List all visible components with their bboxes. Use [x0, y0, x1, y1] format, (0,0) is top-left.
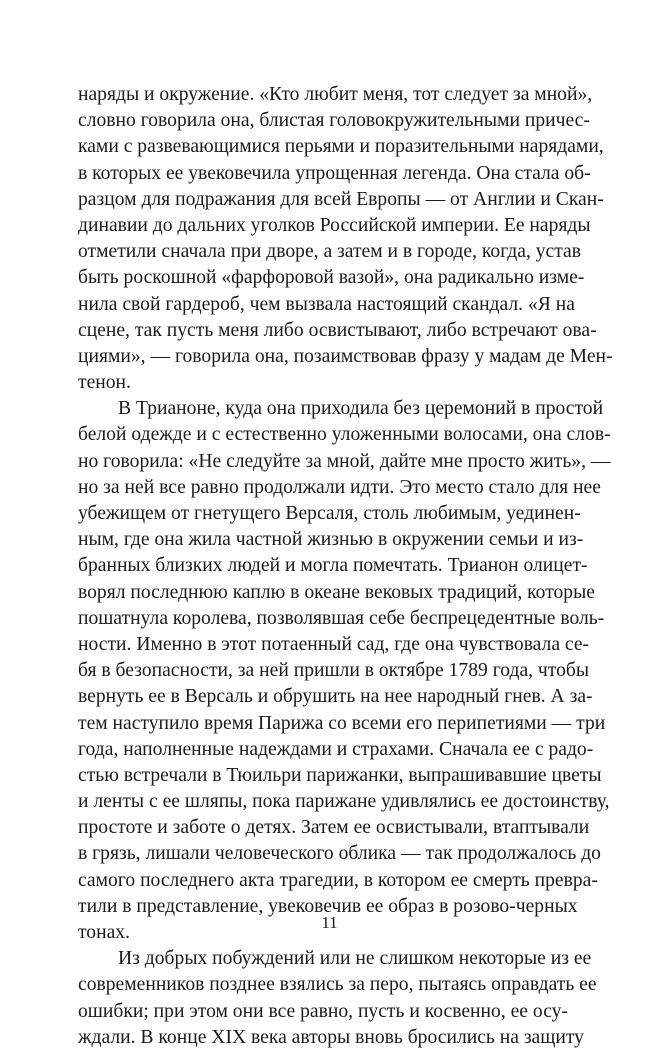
- paragraph: [78, 946, 597, 1051]
- text-line: В Трианоне, куда она приходила без церемоний в простой: [118, 398, 604, 420]
- text-line: убежищем от гнетущего Версаля, столь любимым, уединен-: [78, 503, 581, 524]
- text-line: бранных близких людей и могла помечтать. Трианон олицет-: [78, 555, 588, 577]
- text-line: года, наполненные надеждами и страхами. Сначала ее с радо-: [78, 738, 594, 760]
- text-line: стью встречали в Тюильри парижанки, выпрашивавшие цветы: [78, 764, 602, 786]
- paragraph: [78, 396, 611, 946]
- text-line: вернуть ее в Версаль и обрушить на нее народный гнев. А за-: [78, 686, 593, 708]
- text-line: белой одежде и с естественно уложенными волосами, она слов-: [78, 424, 611, 446]
- text-line: пошатнула королева, позволявшая себе беспрецедентные воль-: [78, 607, 605, 629]
- text-line: ждали. В конце XIX века авторы вновь бросились на защиту: [78, 1026, 584, 1048]
- text-line: ным, где она жила частной жизнью в окружении семьи и из-: [78, 529, 584, 551]
- text-line: нила свой гардероб, чем вызвала настоящий скандал. «Я на: [78, 293, 575, 315]
- text-line: Из добрых побуждений или не слишком некоторые из ее: [118, 948, 592, 970]
- text-line: ворял последнюю каплю в океане вековых традиций, которые: [78, 581, 595, 603]
- text-line: словно говорила она, блистая головокружительными причес-: [78, 110, 590, 132]
- text-line: быть роскошной «фарфоровой вазой», она радикально изме-: [78, 267, 585, 289]
- text-line: в которых ее увековечила упрощенная легенда. Она стала об-: [78, 162, 591, 184]
- text-line: простоте и заботе о детях. Затем ее освистывали, втаптывали: [78, 817, 590, 839]
- text-line: тонах.: [78, 922, 130, 943]
- text-line: но говорила: «Не следуйте за мной, дайте мне просто жить», —: [78, 450, 611, 472]
- text-line: ошибки; при этом они все равно, пусть и косвенно, ее осу-: [78, 1000, 568, 1022]
- text-line: разцом для подражания для всей Европы — от Англии и Скан-: [78, 188, 604, 210]
- text-line: ками с развевающимися перьями и поразительными нарядами,: [78, 136, 604, 158]
- text-line: бя в безопасности, за ней пришли в октябре 1789 года, чтобы: [78, 660, 590, 682]
- text-line: самого последнего акта трагедии, в котором ее смерть превра-: [78, 869, 598, 891]
- text-line: в грязь, лишали человеческого облика — так продолжалось до: [78, 843, 601, 865]
- text-line: циями», — говорила она, позаимствовав фразу у мадам де Мен-: [78, 345, 613, 367]
- paragraph: [78, 82, 613, 396]
- text-line: сцене, так пусть меня либо освистывают, либо встречают ова-: [78, 319, 597, 341]
- text-line: наряды и окружение. «Кто любит меня, тот следует за мной»,: [78, 84, 593, 105]
- text-line: и ленты с ее шляпы, пока парижане удивлялись ее достоинству,: [78, 791, 610, 813]
- text-line: динавии до дальних уголков Российской империи. Ее наряды: [78, 214, 591, 236]
- text-line: тенон.: [78, 372, 131, 394]
- text-line: отметили сначала при дворе, а затем и в городе, когда, устав: [78, 241, 581, 263]
- text-line: но за ней все равно продолжали идти. Это место стало для нее: [78, 476, 601, 498]
- text-line: тили в представление, увековечив ее образ в розово-черных: [78, 895, 578, 917]
- text-line: современников позднее взялись за перо, пытаясь оправдать ее: [78, 974, 597, 996]
- body-text: [78, 82, 613, 1051]
- text-line: тем наступило время Парижа со всеми его перипетиями — три: [78, 712, 606, 734]
- text-line: ности. Именно в этот потаенный сад, где она чувствовала се-: [78, 633, 590, 655]
- page-number: 11: [321, 913, 338, 932]
